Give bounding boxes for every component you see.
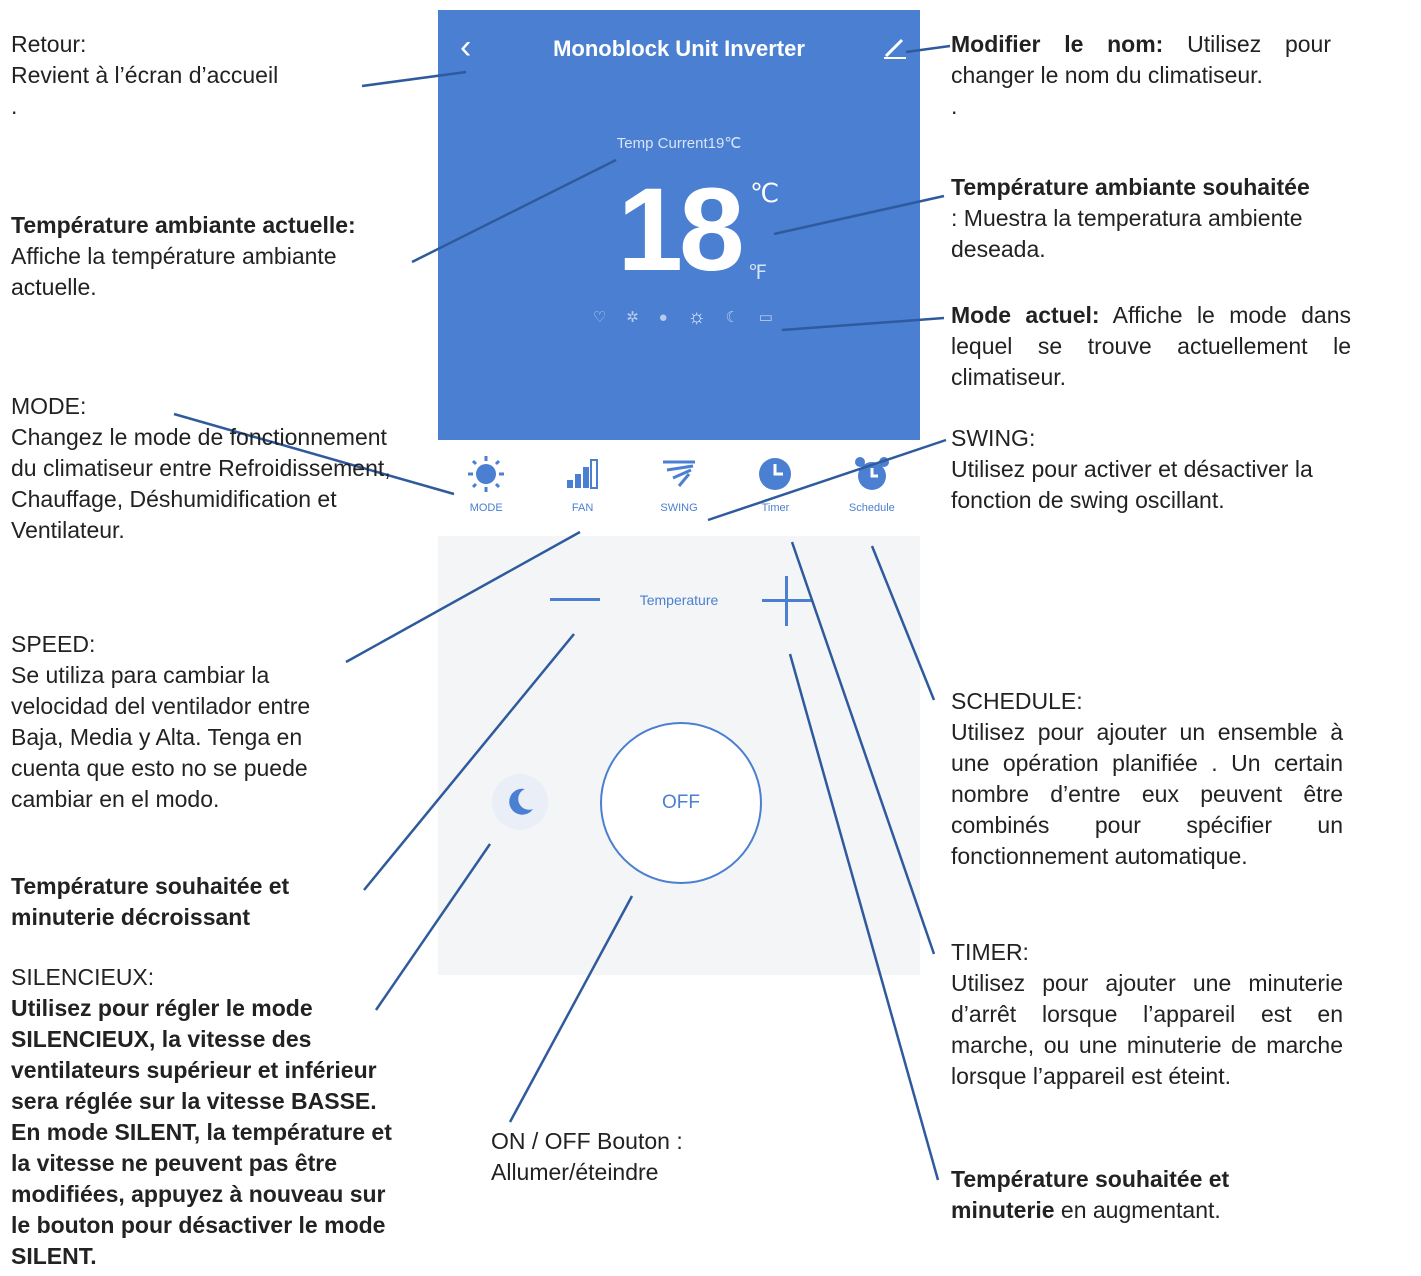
back-chevron-icon[interactable]: ‹ (460, 28, 472, 66)
control-panel (438, 536, 920, 975)
annotation-mode: MODE: Changez le mode de fonctionnement du climatiseur entre Refroidissement, Chauffage, Déshumidification et Ventilateur. (11, 393, 391, 543)
alarm-clock-icon (852, 454, 892, 494)
annotation-temp-incr: Température souhaitée et minuterie en augmentant. (951, 1166, 1230, 1223)
tab-mode[interactable] (438, 440, 534, 536)
fahrenheit-unit: ℉ (748, 262, 768, 284)
annotation-temp-decr: Température souhaitée et minuterie décroissant (11, 873, 290, 930)
mode-indicator (593, 306, 773, 328)
annotation-silent: SILENCIEUX: Utilisez pour régler le mode SILENCIEUX, la vitesse des ventilateurs supérieur et inférieur sera réglée sur la vitesse BASSE. En mode SILENT, la température et la vitesse ne peuvent pas être modifiées, appuyez à nouveau sur le bouton pour désactiver le mode SILENT. (11, 964, 392, 1269)
annotation-onoff: ON / OFF Bouton : Allumer/éteindre (491, 1128, 683, 1185)
tab-mode-label: MODE (469, 502, 503, 514)
annotation-modifier: Modifier le nom: Utilisez pour changer le nom du climatiseur. . (951, 31, 1331, 119)
tab-schedule[interactable] (824, 440, 920, 536)
tab-timer-label: Timer (761, 502, 790, 514)
annotation-mode-actuel: Mode actuel: Affiche le mode dans lequel se trouve actuellement le climatiseur. (951, 302, 1351, 390)
plus-icon-stem (785, 576, 788, 626)
annotation-temp-souhaitee: Température ambiante souhaitée : Muestra la temperatura ambiente deseada. (951, 174, 1310, 262)
signal-bars-icon (563, 454, 603, 494)
app-title: Monoblock Unit Inverter (553, 36, 805, 61)
header-panel (438, 10, 920, 440)
annotation-schedule: SCHEDULE: Utilisez pour ajouter un ensemble à une opération planifiée . Un certain nombre d’entre eux peuvent être combinés pour spécifier un fonctionnement automatique. (951, 688, 1343, 869)
current-temperature: Temp Current19℃ (616, 135, 742, 152)
tab-schedule-label: Schedule (848, 502, 895, 514)
annotation-temp-actuelle: Température ambiante actuelle: Affiche la température ambiante actuelle. (11, 212, 356, 300)
mode-heat-icon: ☼ (687, 305, 706, 328)
power-button[interactable]: OFF (600, 722, 762, 884)
mode-auto-icon: ♡ (593, 309, 607, 326)
set-temperature: 18 (617, 164, 741, 296)
tab-timer[interactable] (727, 440, 823, 536)
silent-mode-button[interactable] (492, 774, 548, 830)
tab-swing-label: SWING (660, 502, 698, 514)
tab-swing[interactable] (631, 440, 727, 536)
sun-icon (466, 454, 506, 494)
annotation-speed: SPEED: Se utiliza para cambiar la velocidad del ventilador entre Baja, Media y Alta. Tenga en cuenta que esto no se puede cambiar en el modo. (11, 631, 311, 812)
temperature-increase-button[interactable] (762, 576, 812, 626)
annotation-timer: TIMER: Utilisez pour ajouter une minuterie d’arrêt lorsque l’appareil est en marche, ou une minuterie de marche lorsque l’appareil est éteint. (951, 939, 1343, 1089)
app-screen (438, 10, 920, 975)
moon-icon (503, 785, 537, 819)
mode-cool-icon: ✲ (626, 309, 639, 326)
edit-pencil-icon[interactable] (882, 34, 908, 60)
tab-fan-label: FAN (571, 502, 594, 514)
mode-fan-icon: ▭ (758, 309, 773, 326)
annotation-retour: Retour: Revient à l’écran d’accueil . (11, 31, 279, 119)
mode-sleep-icon: ☾ (725, 309, 740, 326)
swing-icon (659, 454, 699, 494)
mode-dry-icon: ● (658, 308, 668, 326)
annotation-swing: SWING: Utilisez pour activer et désactiver la fonction de swing oscillant. (951, 425, 1313, 513)
tab-fan[interactable] (534, 440, 630, 536)
temperature-label: Temperature (639, 592, 719, 608)
control-tabs (438, 440, 920, 536)
clock-icon (755, 454, 795, 494)
celsius-unit: ℃ (750, 178, 780, 208)
